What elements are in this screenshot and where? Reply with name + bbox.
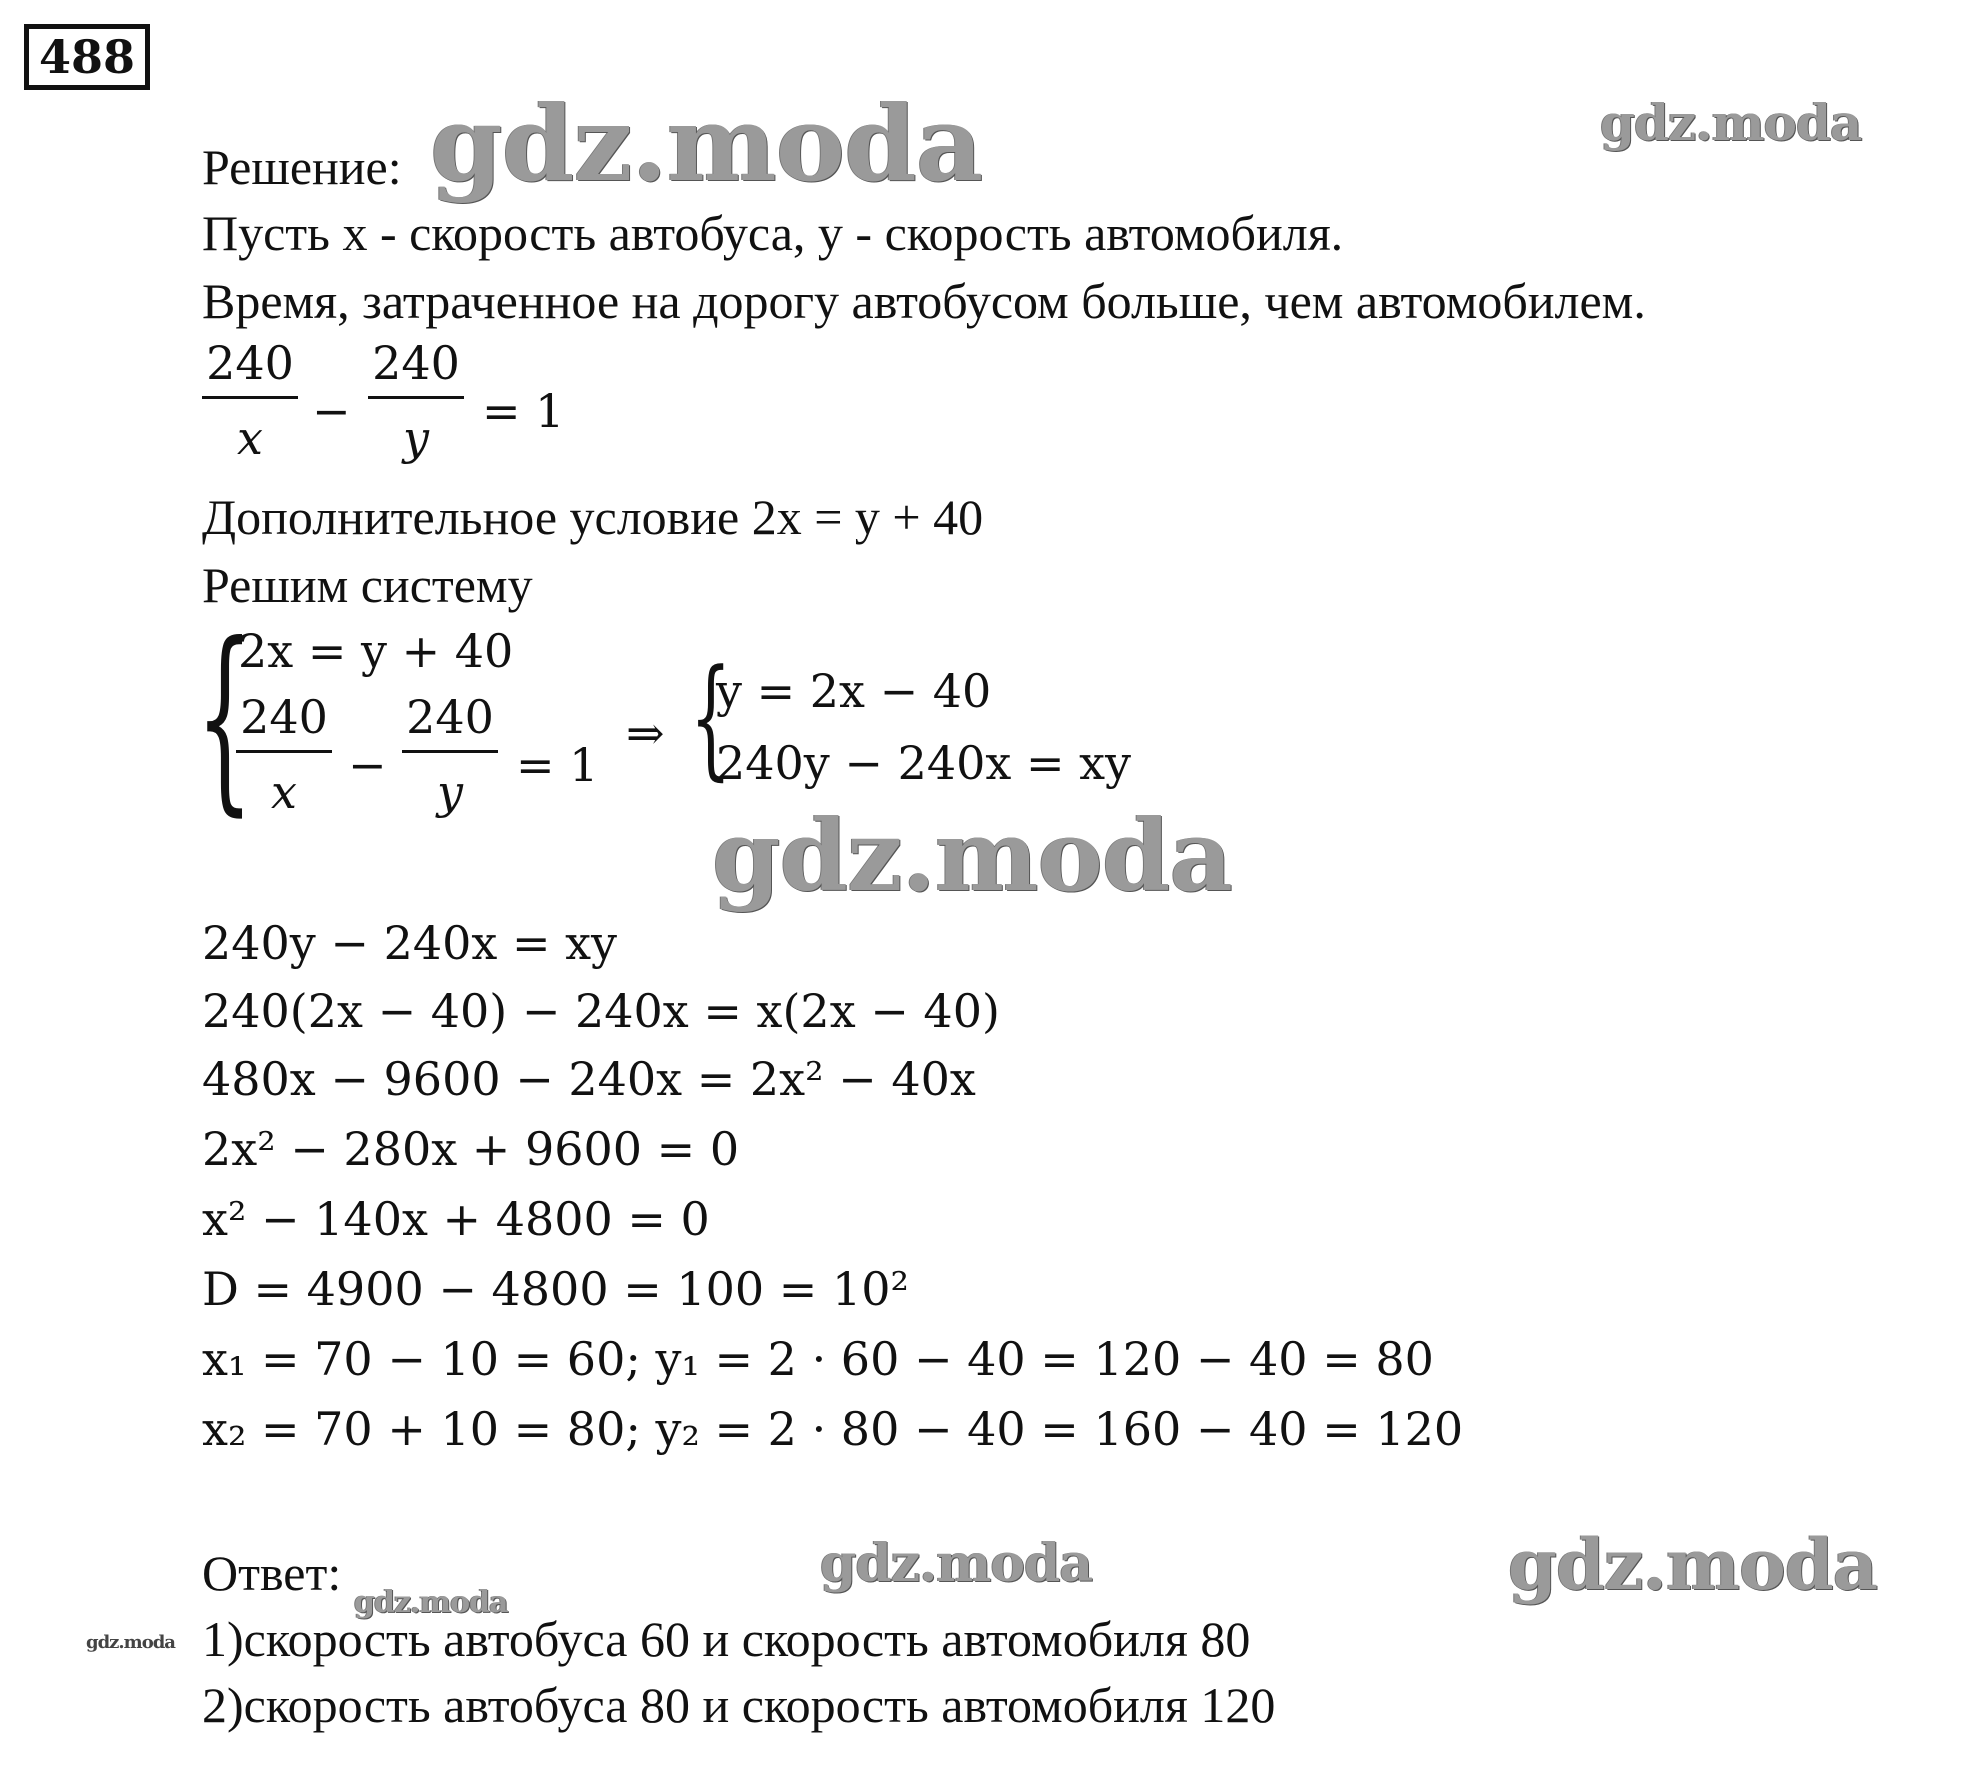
let-statement: Пусть x - скорость автобуса, y - скорость автомобиля. <box>202 205 1344 261</box>
watermark-top-right: gdz.moda <box>1600 93 1862 152</box>
numerator: 240 <box>406 690 494 744</box>
watermark-center: gdz.moda <box>712 799 1232 914</box>
fraction-bar <box>368 396 464 399</box>
answer-label: Ответ: <box>202 1545 342 1601</box>
implies-arrow-icon: ⇒ <box>626 706 665 760</box>
fraction-bar <box>236 750 332 753</box>
denominator: y <box>403 411 429 465</box>
step-5: x² − 140x + 4800 = 0 <box>202 1192 710 1246</box>
answer-2: 2)скорость автобуса 80 и скорость автомобиля 120 <box>202 1677 1276 1733</box>
fraction-240-over-x <box>202 336 298 465</box>
system-fraction-240-over-x <box>236 690 332 819</box>
numerator: 240 <box>240 690 328 744</box>
numerator: 240 <box>372 336 460 390</box>
system-equals-one: = 1 <box>516 738 599 792</box>
system-left-eq1: 2x = y + 40 <box>238 624 514 678</box>
step-4: 2x² − 280x + 9600 = 0 <box>202 1122 740 1176</box>
solution-label: Решение: <box>202 139 402 195</box>
denominator: x <box>271 765 297 819</box>
system-right-eq1: y = 2x − 40 <box>716 664 992 718</box>
left-brace-icon: { <box>196 601 254 834</box>
numerator: 240 <box>206 336 294 390</box>
fraction-bar <box>202 396 298 399</box>
solve-system-label: Решим систему <box>202 557 533 613</box>
step-6: D = 4900 − 4800 = 100 = 10² <box>202 1262 909 1316</box>
system-minus-sign: − <box>348 738 387 792</box>
equals-one: = 1 <box>482 384 565 438</box>
watermark-bottom-small: gdz.moda <box>354 1585 508 1620</box>
minus-sign: − <box>312 384 351 438</box>
time-statement: Время, затраченное на дорогу автобусом больше, чем автомобилем. <box>202 273 1646 329</box>
watermark-bottom-right: gdz.moda <box>1508 1523 1878 1606</box>
answer-1: 1)скорость автобуса 60 и скорость автомобиля 80 <box>202 1611 1251 1667</box>
extra-condition: Дополнительное условие 2x = y + 40 <box>202 489 984 545</box>
denominator: x <box>237 411 263 465</box>
step-1: 240y − 240x = xy <box>202 916 618 970</box>
system-fraction-240-over-y <box>402 690 498 819</box>
right-brace-icon: { <box>690 641 732 793</box>
denominator: y <box>437 765 463 819</box>
step-8: x₂ = 70 + 10 = 80; y₂ = 2 · 80 − 40 = 160 − 40 = 120 <box>202 1402 1464 1456</box>
fraction-240-over-y <box>368 336 464 465</box>
step-7: x₁ = 70 − 10 = 60; y₁ = 2 · 60 − 40 = 120 − 40 = 80 <box>202 1332 1434 1386</box>
step-2: 240(2x − 40) − 240x = x(2x − 40) <box>202 984 1000 1038</box>
step-3: 480x − 9600 − 240x = 2x² − 40x <box>202 1052 976 1106</box>
watermark-main: gdz.moda <box>430 82 983 205</box>
watermark-bottom-left-tiny: gdz.moda <box>86 1632 175 1653</box>
watermark-bottom-center: gdz.moda <box>820 1533 1093 1594</box>
fraction-bar <box>402 750 498 753</box>
problem-number-box: 488 <box>24 24 150 90</box>
system-right-eq2: 240y − 240x = xy <box>716 736 1132 790</box>
